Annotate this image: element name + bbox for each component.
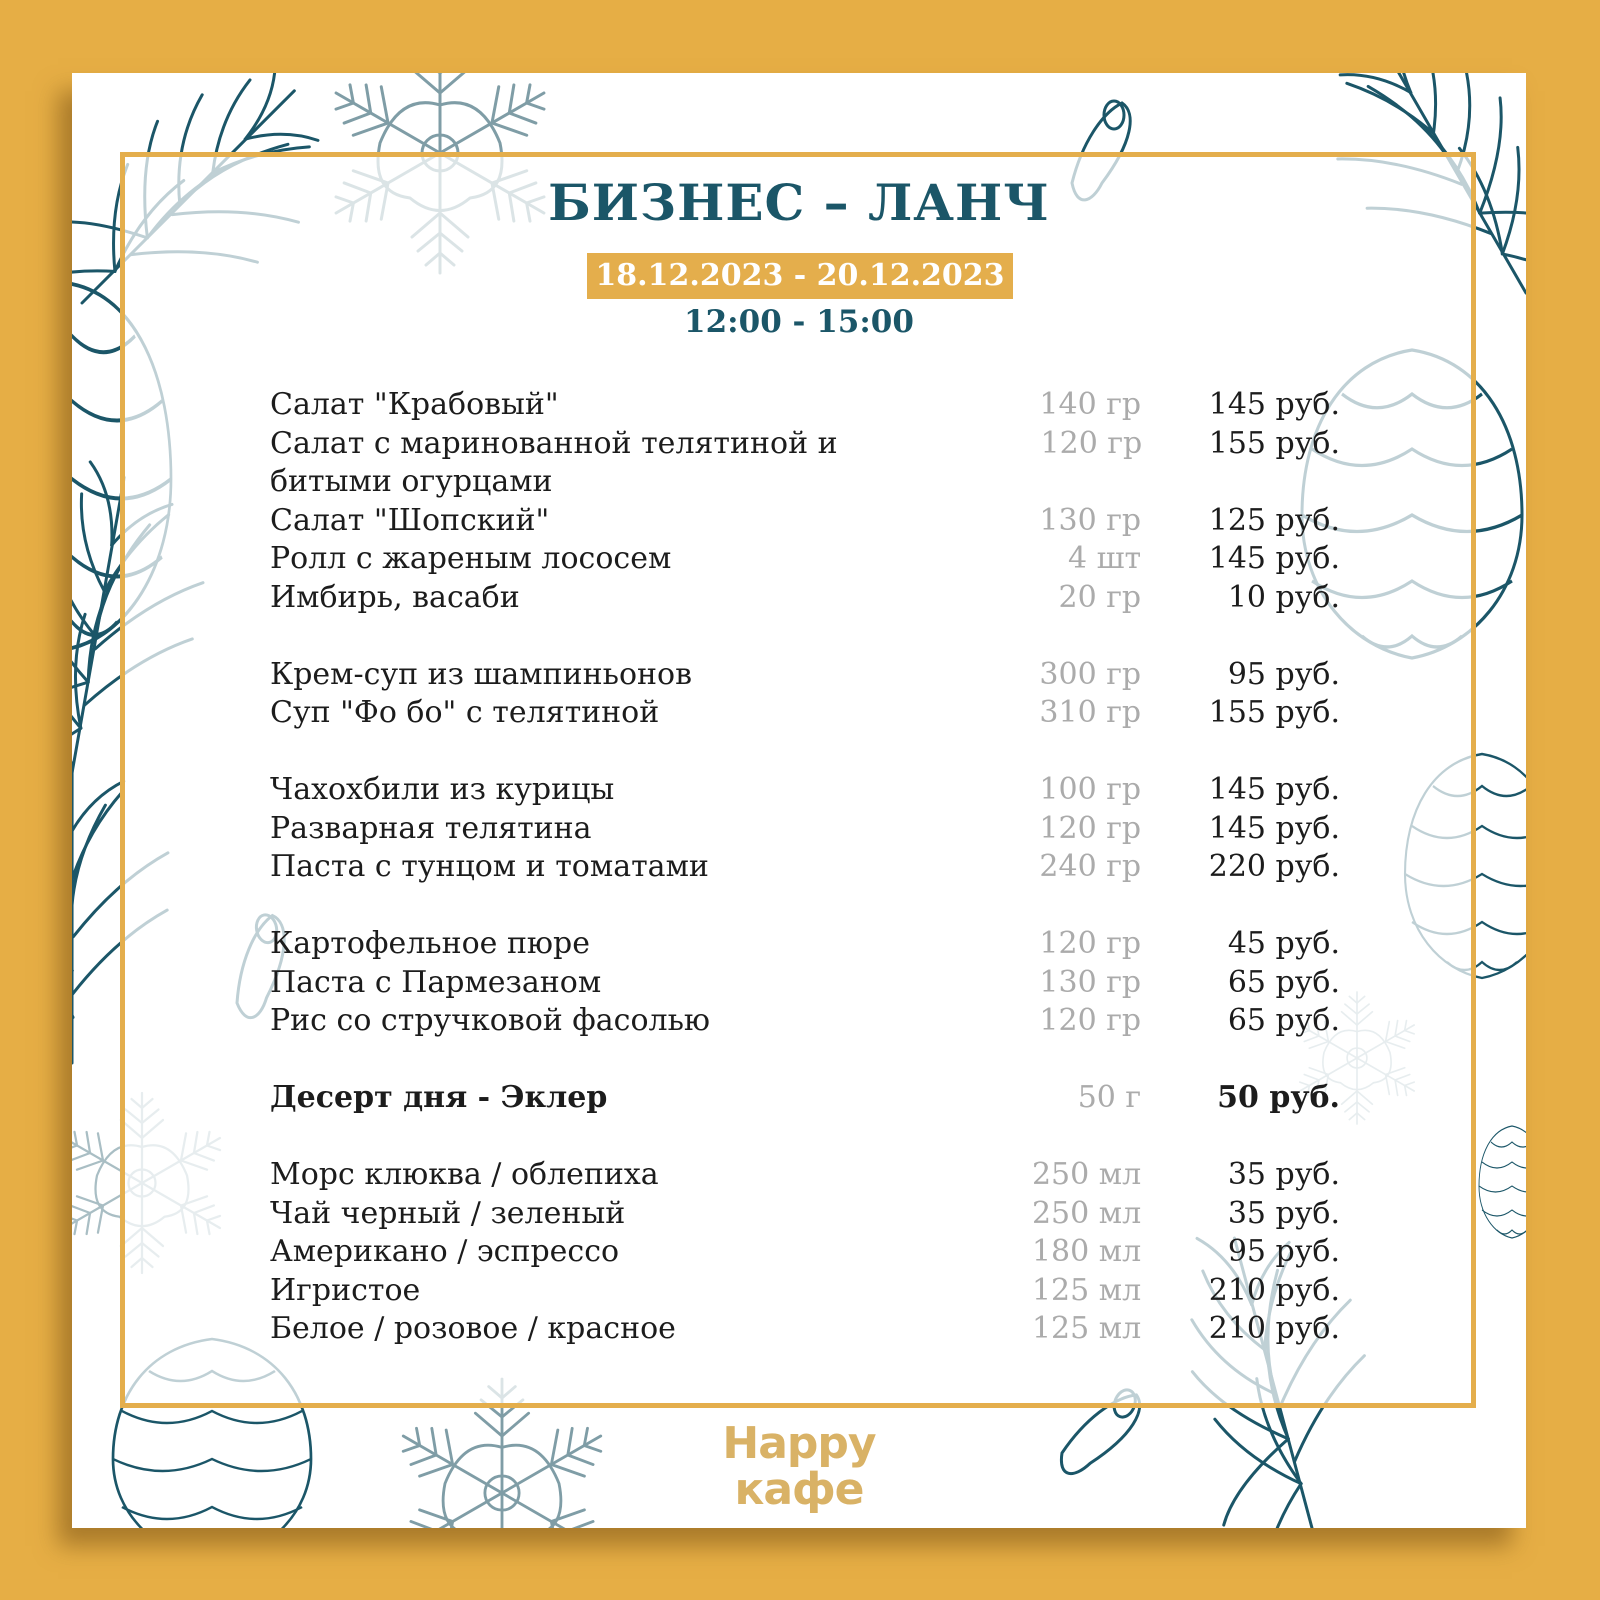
item-price: 35 руб. [1227, 1157, 1340, 1192]
item-price: 95 руб. [1227, 656, 1340, 692]
item-price: 50 руб. [1217, 1080, 1340, 1115]
item-name: Паста с тунцом и томатами [270, 849, 709, 884]
menu-item [270, 925, 1340, 964]
item-weight: 120 гр [1039, 810, 1142, 846]
item-name: Паста с Пармезаном [270, 964, 602, 1000]
item-weight: 100 гр [1039, 772, 1142, 807]
menu-item [270, 425, 1340, 502]
item-name: Крем-суп из шампиньонов [270, 656, 692, 692]
item-weight: 4 шт [1068, 541, 1142, 576]
item-weight: 120 гр [1039, 1003, 1142, 1038]
item-weight: 180 мл [1031, 1234, 1142, 1269]
menu-item [270, 540, 1340, 579]
item-name: Картофельное пюре [270, 926, 591, 961]
menu-list [270, 386, 1340, 1349]
menu-item [270, 810, 1340, 849]
menu-item [270, 1002, 1340, 1041]
menu-item [270, 1195, 1340, 1234]
item-name: Ролл с жареным лососем [270, 541, 672, 576]
item-price: 145 руб. [1208, 541, 1340, 576]
item-name: Игристое [270, 1272, 421, 1308]
item-name: Белое / розовое / красное [270, 1311, 676, 1346]
menu-item [270, 771, 1340, 810]
logo-line-2: кафе [734, 1464, 864, 1515]
item-price: 125 руб. [1208, 502, 1340, 538]
item-weight: 140 гр [1039, 387, 1142, 422]
item-name: Суп "Фо бо" с телятиной [270, 695, 660, 730]
item-price: 210 руб. [1208, 1272, 1340, 1308]
menu-item [270, 1233, 1340, 1272]
page-title: БИЗНЕС – ЛАНЧ [548, 173, 1050, 232]
menu-item [270, 694, 1340, 733]
item-name: Салат "Шопский" [270, 502, 550, 538]
item-price: 145 руб. [1208, 387, 1340, 422]
item-name: Чахохбили из курицы [270, 772, 615, 807]
menu-item [270, 386, 1340, 425]
menu-item [270, 1310, 1340, 1349]
item-name: Салат "Крабовый" [270, 387, 559, 422]
menu-item [270, 1156, 1340, 1195]
menu-item [270, 848, 1340, 887]
item-weight: 20 гр [1058, 579, 1142, 615]
item-weight: 125 мл [1031, 1311, 1142, 1346]
item-weight: 120 гр [1039, 926, 1142, 961]
item-name: Чай черный / зеленый [270, 1195, 626, 1231]
item-name: Салат с маринованной телятиной и битыми огурцами [270, 425, 838, 499]
menu-card [72, 73, 1526, 1528]
menu-item [270, 656, 1340, 695]
brand-logo [72, 1418, 1526, 1515]
date-range-badge: 18.12.2023 - 20.12.2023 [587, 253, 1013, 299]
item-price: 145 руб. [1208, 810, 1340, 846]
item-name: Десерт дня - Эклер [270, 1080, 608, 1115]
item-weight: 125 мл [1031, 1272, 1142, 1308]
item-name: Имбирь, васаби [270, 579, 520, 615]
menu-item [270, 579, 1340, 618]
item-price: 145 руб. [1208, 772, 1340, 807]
item-name: Американо / эспрессо [270, 1234, 620, 1269]
item-price: 35 руб. [1227, 1195, 1340, 1231]
menu-item [270, 964, 1340, 1003]
item-weight: 130 гр [1039, 964, 1142, 1000]
menu-item-dessert [270, 1079, 1340, 1118]
item-price: 95 руб. [1227, 1234, 1340, 1269]
item-weight: 250 мл [1031, 1157, 1142, 1192]
item-weight: 50 г [1077, 1080, 1142, 1115]
item-weight: 240 гр [1039, 849, 1142, 884]
menu-item [270, 502, 1340, 541]
item-price: 45 руб. [1227, 926, 1340, 961]
item-weight: 300 гр [1039, 656, 1142, 692]
item-price: 220 руб. [1208, 849, 1340, 884]
item-price: 65 руб. [1227, 964, 1340, 1000]
item-price: 210 руб. [1208, 1311, 1340, 1346]
menu-item [270, 1272, 1340, 1311]
item-name: Разварная телятина [270, 810, 592, 846]
item-name: Морс клюква / облепиха [270, 1157, 659, 1192]
item-price: 155 руб. [1208, 695, 1340, 730]
item-weight: 130 гр [1039, 502, 1142, 538]
time-range: 12:00 - 15:00 [684, 304, 914, 340]
item-price: 65 руб. [1227, 1003, 1340, 1038]
item-price: 155 руб. [1208, 425, 1340, 461]
logo-line-1: Happy [722, 1418, 876, 1469]
item-weight: 120 гр [1040, 425, 1143, 461]
item-price: 10 руб. [1227, 579, 1340, 615]
item-weight: 310 гр [1039, 695, 1142, 730]
item-weight: 250 мл [1031, 1195, 1142, 1231]
item-name: Рис со стручковой фасолью [270, 1003, 711, 1038]
